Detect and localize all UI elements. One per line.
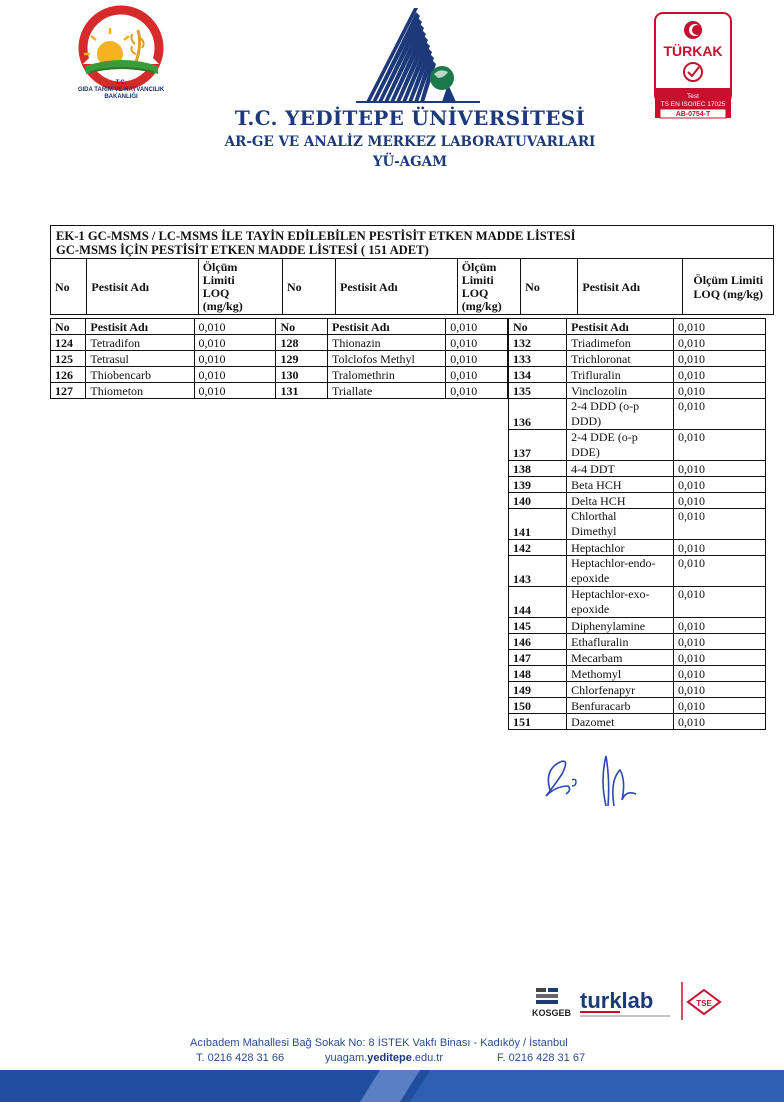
table-row	[509, 383, 766, 399]
cell-no: 139	[509, 477, 567, 493]
header-no: No	[282, 259, 335, 315]
cell-pesticide-name: Pestisit Adı	[567, 319, 674, 335]
cell-no: 138	[509, 461, 567, 477]
cell-loq: 0,010	[673, 509, 765, 540]
table-row	[509, 430, 766, 461]
cell-pesticide-name: Mecarbam	[567, 650, 674, 666]
cell-loq: 0,010	[194, 351, 276, 367]
cell-pesticide-name: Tetrasul	[86, 351, 194, 367]
signature	[540, 750, 660, 810]
cell-pesticide-name: Beta HCH	[567, 477, 674, 493]
lab-name: AR-GE VE ANALİZ MERKEZ LABORATUVARLARI	[224, 134, 596, 150]
cell-pesticide-name: Thionazin	[328, 335, 446, 351]
cell-no: 135	[509, 383, 567, 399]
cell-name-line: 2-4 DDE (o-p	[571, 430, 638, 444]
cell-loq: 0,010	[673, 698, 765, 714]
header-name: Pestisit Adı	[578, 259, 683, 315]
table-row	[509, 335, 766, 351]
table-row	[509, 634, 766, 650]
cell-name-line: Dimethyl	[571, 524, 617, 538]
cell-loq: 0,010	[194, 319, 276, 335]
cell-name-line: DDE)	[571, 445, 600, 459]
table-row	[509, 319, 766, 335]
header-loq-last: Ölçüm Limiti LOQ (mg/kg)	[683, 259, 774, 315]
cell-no: 136	[509, 399, 567, 430]
header-name: Pestisit Adı	[336, 259, 458, 315]
footer-color-bar	[0, 1070, 784, 1102]
pesticide-table-left	[50, 318, 508, 399]
cell-loq: 0,010	[446, 367, 508, 383]
cell-pesticide-name: Heptachlor	[567, 540, 674, 556]
cell-loq: 0,010	[673, 540, 765, 556]
cell-pesticide-name: 4-4 DDT	[567, 461, 674, 477]
table-row	[509, 399, 766, 430]
footer-phone: T. 0216 428 31 66	[196, 1052, 285, 1064]
table-row	[509, 351, 766, 367]
cell-loq: 0,010	[673, 666, 765, 682]
table-subtitle: GC-MSMS İÇİN PESTİSİT ETKEN MADDE LİSTESİ ( 151 ADET)	[56, 243, 429, 257]
cell-no: 141	[509, 509, 567, 540]
cell-loq: 0,010	[673, 714, 765, 730]
table-row	[509, 666, 766, 682]
table-title: EK-1 GC-MSMS / LC-MSMS İLE TAYİN EDİLEBİLEN PESTİSİT ETKEN MADDE LİSTESİ	[56, 229, 576, 243]
cell-no: No	[509, 319, 567, 335]
cell-loq: 0,010	[673, 477, 765, 493]
cell-no: 147	[509, 650, 567, 666]
footer-fax: F. 0216 428 31 67	[497, 1052, 586, 1064]
cell-loq: 0,010	[673, 430, 765, 461]
footer-partner-logos	[528, 980, 728, 1024]
table-row	[509, 650, 766, 666]
header-no: No	[521, 259, 578, 315]
ministry-line: T.C.	[115, 80, 127, 86]
cell-loq: 0,010	[673, 587, 765, 618]
cell-loq: 0,010	[673, 634, 765, 650]
header-loq-line: Limiti	[461, 272, 494, 287]
table-row	[509, 461, 766, 477]
cell-pesticide-name: Dazomet	[567, 714, 674, 730]
table-row	[509, 698, 766, 714]
table-row	[509, 493, 766, 509]
table-row	[509, 682, 766, 698]
footer-website-domain: yeditepe	[367, 1052, 412, 1064]
cell-no: 129	[276, 351, 328, 367]
table-row	[51, 335, 508, 351]
ministry-line: BAKANLIĞI	[104, 94, 138, 100]
cell-loq: 0,010	[673, 461, 765, 477]
cell-loq: 0,010	[673, 618, 765, 634]
turklab-logo	[580, 988, 670, 1016]
cell-pesticide-name: Pestisit Adı	[86, 319, 194, 335]
cell-no: 145	[509, 618, 567, 634]
cell-loq: 0,010	[673, 335, 765, 351]
cell-no: 137	[509, 430, 567, 461]
cell-no: 124	[51, 335, 86, 351]
cell-no: No	[276, 319, 328, 335]
cell-pesticide-name: Pestisit Adı	[328, 319, 446, 335]
university-title: T.C. YEDİTEPE ÜNİVERSİTESİ	[234, 106, 586, 130]
header-loq-line: Limiti	[202, 272, 235, 287]
pesticide-table-right	[508, 318, 766, 730]
cell-pesticide-name: Thiobencarb	[86, 367, 194, 383]
lab-abbreviation: YÜ-AGAM	[372, 154, 448, 170]
tse-logo	[682, 982, 720, 1020]
table-row	[509, 477, 766, 493]
cell-name-line: epoxide	[571, 571, 610, 585]
cell-loq: 0,010	[673, 319, 765, 335]
kosgeb-logo	[532, 988, 572, 1018]
cell-name-line: Heptachlor-endo-	[571, 556, 656, 570]
cell-pesticide-name: Trichloronat	[567, 351, 674, 367]
cell-loq: 0,010	[673, 493, 765, 509]
header-loq-line: LOQ	[202, 285, 230, 300]
cell-no: 134	[509, 367, 567, 383]
cell-name-line: epoxide	[571, 602, 610, 616]
cell-pesticide-name: Tralomethrin	[328, 367, 446, 383]
table-row	[51, 367, 508, 383]
header-loq	[198, 259, 282, 315]
table-row	[509, 540, 766, 556]
cell-pesticide-name	[567, 556, 674, 587]
cell-pesticide-name	[567, 399, 674, 430]
cell-loq: 0,010	[673, 556, 765, 587]
cell-loq: 0,010	[673, 650, 765, 666]
cell-name-line: Heptachlor-exo-	[571, 587, 650, 601]
cell-pesticide-name: Diphenylamine	[567, 618, 674, 634]
cell-loq: 0,010	[194, 383, 276, 399]
cell-no: 126	[51, 367, 86, 383]
table-row	[509, 367, 766, 383]
cell-no: 127	[51, 383, 86, 399]
table-row	[509, 556, 766, 587]
cell-loq: 0,010	[194, 335, 276, 351]
cell-no: 151	[509, 714, 567, 730]
cell-no: 146	[509, 634, 567, 650]
table-row	[51, 319, 508, 335]
kosgeb-text: KOSGEB	[532, 1008, 572, 1018]
cell-no: 132	[509, 335, 567, 351]
cell-name-line: DDD)	[571, 414, 602, 428]
table-header	[50, 258, 774, 315]
cell-pesticide-name: Benfuracarb	[567, 698, 674, 714]
cell-loq: 0,010	[446, 335, 508, 351]
turkak-code: AB-0754-T	[675, 111, 711, 118]
header-loq-line: Ölçüm	[202, 259, 238, 274]
table-row	[51, 383, 508, 399]
table-row	[509, 618, 766, 634]
turkak-standard: TS EN ISO/IEC 17025	[660, 101, 726, 108]
ministry-line: GIDA TARIM VE HAYVANCILIK	[77, 87, 165, 93]
cell-pesticide-name	[567, 587, 674, 618]
cell-no: 140	[509, 493, 567, 509]
cell-pesticide-name: Triadimefon	[567, 335, 674, 351]
cell-no: 125	[51, 351, 86, 367]
footer-website-suffix: .edu.tr	[411, 1052, 444, 1064]
university-logo	[352, 6, 482, 106]
header-no: No	[51, 259, 87, 315]
cell-loq: 0,010	[673, 351, 765, 367]
footer-website[interactable]	[325, 1052, 443, 1064]
cell-no: 148	[509, 666, 567, 682]
tse-text: TSE	[696, 999, 712, 1008]
table-row	[509, 587, 766, 618]
cell-loq: 0,010	[446, 351, 508, 367]
cell-pesticide-name	[567, 430, 674, 461]
cell-pesticide-name: Delta HCH	[567, 493, 674, 509]
cell-loq: 0,010	[673, 367, 765, 383]
cell-no: 150	[509, 698, 567, 714]
cell-no: 130	[276, 367, 328, 383]
cell-loq: 0,010	[673, 682, 765, 698]
cell-pesticide-name: Ethafluralin	[567, 634, 674, 650]
cell-no: 144	[509, 587, 567, 618]
table-title-box	[50, 225, 774, 258]
cell-loq: 0,010	[446, 383, 508, 399]
cell-no: 143	[509, 556, 567, 587]
cell-no: 142	[509, 540, 567, 556]
cell-pesticide-name: Thiometon	[86, 383, 194, 399]
cell-no: 131	[276, 383, 328, 399]
cell-name-line: Chlorthal	[571, 509, 617, 523]
cell-loq: 0,010	[673, 383, 765, 399]
cell-pesticide-name: Tetradifon	[86, 335, 194, 351]
cell-pesticide-name: Methomyl	[567, 666, 674, 682]
cell-pesticide-name: Tolclofos Methyl	[328, 351, 446, 367]
cell-no: 133	[509, 351, 567, 367]
turkak-accreditation-logo	[654, 12, 732, 120]
header-loq-line: (mg/kg)	[461, 298, 502, 313]
header-loq	[457, 259, 520, 315]
table-row	[509, 509, 766, 540]
cell-name-line: 2-4 DDD (o-p	[571, 399, 640, 413]
cell-pesticide-name: Vinclozolin	[567, 383, 674, 399]
cell-loq: 0,010	[446, 319, 508, 335]
cell-pesticide-name	[567, 509, 674, 540]
ministry-name	[54, 80, 188, 101]
header-loq-line: (mg/kg)	[202, 298, 243, 313]
table-row	[51, 351, 508, 367]
pesticide-table-frame	[50, 225, 774, 315]
cell-no: 128	[276, 335, 328, 351]
table-row	[509, 714, 766, 730]
header-loq-line: LOQ	[461, 285, 489, 300]
cell-no: No	[51, 319, 86, 335]
cell-loq: 0,010	[194, 367, 276, 383]
cell-pesticide-name: Triallate	[328, 383, 446, 399]
cell-no: 149	[509, 682, 567, 698]
cell-pesticide-name: Trifluralin	[567, 367, 674, 383]
footer-website-prefix: yuagam.	[325, 1052, 368, 1064]
cell-loq: 0,010	[673, 399, 765, 430]
turkak-test: Test	[687, 93, 699, 100]
footer-address: Acıbadem Mahallesi Bağ Sokak No: 8 İSTEK Vakfı Binası - Kadıköy / İstanbul	[190, 1037, 568, 1049]
cell-pesticide-name: Chlorfenapyr	[567, 682, 674, 698]
turkak-name: TÜRKAK	[663, 43, 723, 59]
header-loq-line: Ölçüm	[461, 259, 497, 274]
turklab-text: turklab	[580, 988, 654, 1013]
header-name: Pestisit Adı	[87, 259, 198, 315]
